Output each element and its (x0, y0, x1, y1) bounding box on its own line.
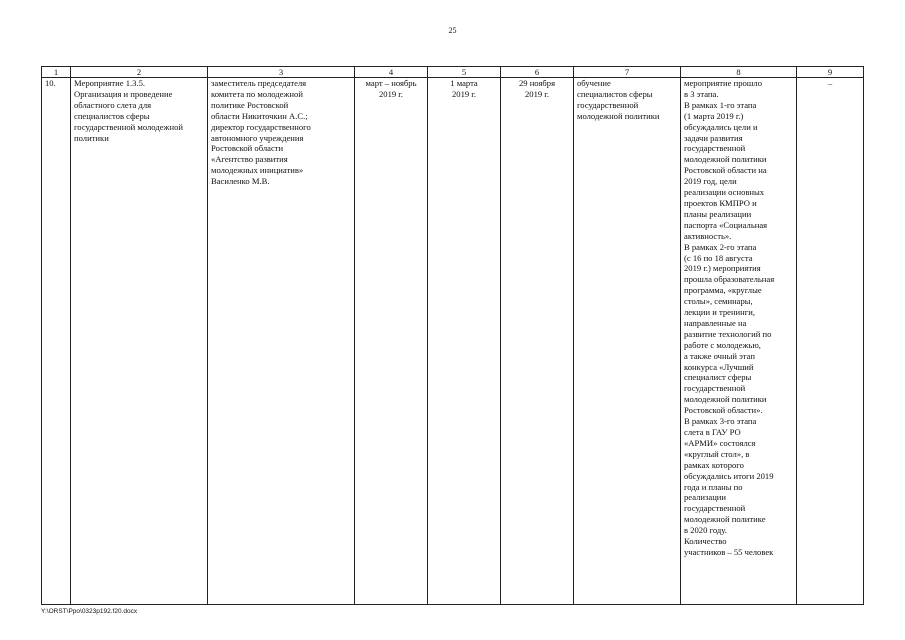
column-number: 6 (501, 67, 574, 78)
cell-line: проектов КМПРО и (684, 197, 757, 208)
plan-period-cell (355, 78, 428, 605)
column-number: 9 (797, 67, 864, 78)
cell-line: конкурса «Лучший (684, 361, 754, 372)
cell-line: работе с молодежью, (684, 339, 761, 350)
cell-line: в 3 этапа. (684, 88, 719, 99)
cell-line: обучение (577, 78, 611, 88)
cell-line: специалист сферы (684, 372, 752, 383)
cell-line: государственной (684, 503, 746, 514)
column-number: 1 (42, 67, 71, 78)
cell-line: областного слета для (74, 99, 152, 110)
cell-line: Ростовской области (211, 143, 284, 154)
cell-line: в 2020 году. (684, 525, 727, 536)
cell-line: планы реализации (684, 208, 752, 219)
cell-line: «Агентство развития (211, 154, 288, 165)
start-date-cell (428, 78, 501, 605)
cell-line: Ростовской области». (684, 405, 763, 416)
cell-line: 2019 г. (378, 88, 404, 99)
column-number: 3 (208, 67, 355, 78)
cell-line: года и планы по (684, 481, 743, 492)
file-path-footer: Y:\ORST\Ppo\0323p192.f20.docx (41, 608, 138, 615)
cell-line: программа, «круглые (684, 285, 762, 296)
cell-line: март – ноябрь (365, 78, 417, 88)
cell-line: прошла образовательная (684, 274, 775, 285)
cell-line: специалистов сферы (74, 110, 150, 121)
cell-line: обсуждались итоги 2019 (684, 470, 774, 481)
actual-result-cell (681, 78, 797, 605)
cell-line: 2019 г.) мероприятия (684, 263, 761, 274)
cell-line: обсуждались цели и (684, 121, 758, 132)
cell-line: столы», семинары, (684, 296, 753, 307)
cell-line: мероприятие прошло (684, 78, 763, 88)
cell-line: Организация и проведение (74, 88, 173, 99)
cell-line: 2019 г. (451, 88, 477, 99)
cell-line: рамках которого (684, 459, 744, 470)
cell-line: (с 16 по 18 августа (684, 252, 753, 263)
report-table (41, 66, 864, 605)
end-date-cell (501, 78, 574, 605)
cell-line: молодежной политики (577, 110, 660, 121)
cell-line: (1 марта 2019 г.) (684, 110, 744, 121)
cell-line: развитие технологий по (684, 328, 772, 339)
cell-line: «круглый стол», в (684, 448, 750, 459)
cell-line: политики (74, 132, 109, 143)
cell-line: 2019 год, цели (684, 176, 737, 187)
cell-line: молодежной политики (684, 154, 767, 165)
cell-line: государственной (684, 143, 746, 154)
cell-line: молодежных инициатив» (211, 165, 304, 176)
table-row (42, 78, 864, 605)
cell-line: автономного учреждения (211, 132, 304, 143)
cell-line: государственной (684, 383, 746, 394)
cell-line: В рамках 3-го этапа (684, 416, 757, 427)
cell-line: В рамках 2-го этапа (684, 241, 757, 252)
cell-line: 1 марта (450, 78, 478, 88)
cell-line: государственной молодежной (74, 121, 183, 132)
cell-line: лекции и тренинги, (684, 307, 756, 318)
cell-line: 29 ноября (518, 78, 556, 88)
column-number: 8 (681, 67, 797, 78)
cell-line: задачи развития (684, 132, 743, 143)
cell-line: заместитель председателя (211, 78, 307, 88)
cell-line: молодежной политики (684, 394, 767, 405)
cell-line: 2019 г. (524, 88, 550, 99)
cell-line: направленные на (684, 317, 747, 328)
cell-line: Мероприятие 1.3.5. (74, 78, 146, 88)
column-number: 4 (355, 67, 428, 78)
cell-line: активность». (684, 230, 732, 241)
cell-line: Количество (684, 536, 727, 547)
expected-result-cell (574, 78, 681, 605)
cell-line: Ростовской области на (684, 165, 767, 176)
column-number: 7 (574, 67, 681, 78)
cell-line: специалистов сферы (577, 88, 653, 99)
cell-line: политике Ростовской (211, 99, 289, 110)
column-number: 5 (428, 67, 501, 78)
cell-line: реализации (684, 492, 726, 503)
cell-line: В рамках 1-го этапа (684, 99, 757, 110)
cell-line: области Никиточкин А.С.; (211, 110, 308, 121)
responsible-cell (208, 78, 355, 605)
row-number: 10. (42, 78, 71, 605)
cell-line: паспорта «Социальная (684, 219, 768, 230)
column-number: 2 (71, 67, 208, 78)
cell-line: молодежной политике (684, 514, 766, 525)
page-number: 25 (448, 26, 457, 35)
cell-line: слета в ГАУ РО (684, 427, 741, 437)
event-cell (71, 78, 208, 605)
cell-line: а также очный этап (684, 350, 755, 361)
cell-line: реализации основных (684, 187, 765, 198)
cell-line: Василенко М.В. (211, 176, 270, 187)
cell-line: государственной (577, 99, 639, 110)
cell-line: участников – 55 человек (684, 546, 774, 557)
note-cell: – (797, 78, 864, 605)
cell-line: директор государственного (211, 121, 311, 132)
cell-line: комитета по молодежной (211, 88, 303, 99)
cell-line: «АРМИ» состоялся (684, 437, 756, 448)
column-number-row (42, 67, 864, 78)
